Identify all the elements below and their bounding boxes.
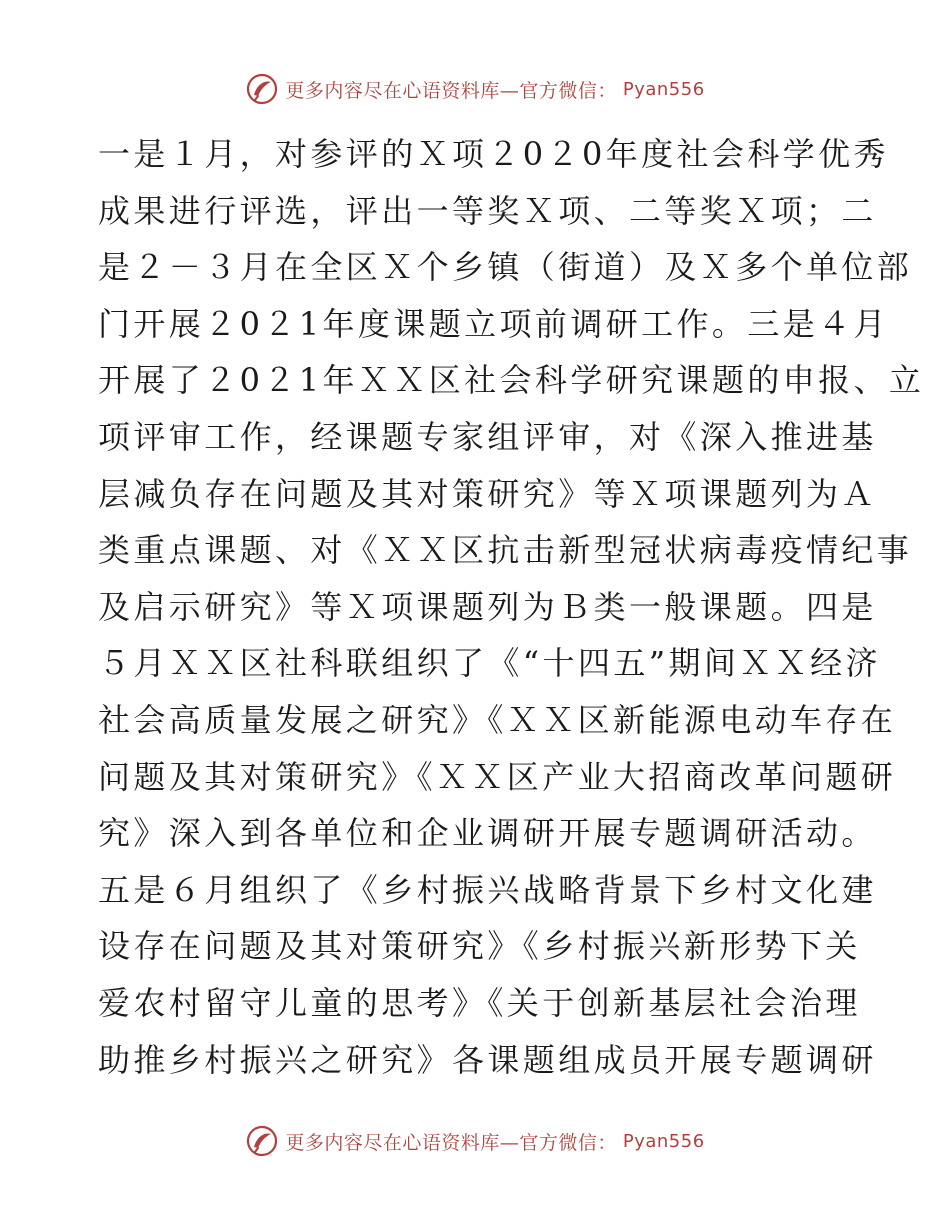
body-line: 究》深入到各单位和企业调研开展专题调研活动。 <box>98 814 877 853</box>
body-line: 成果进行评选，评出一等奖Ｘ项、二等奖Ｘ项；二 <box>98 191 877 230</box>
footer-wechat-id: Pyan556 <box>622 1130 705 1152</box>
body-line: 助推乡村振兴之研究》各课题组成员开展专题调研 <box>98 1040 877 1079</box>
footer-banner <box>0 1124 950 1158</box>
body-line: 开展了２0２1年ＸＸ区社会科学研究课题的申报、立 <box>98 361 925 400</box>
body-line: 类重点课题、对《ＸＸ区抗击新型冠状病毒疫情纪事 <box>98 531 913 570</box>
body-line: 爱农村留守儿童的思考》《关于创新基层社会治理 <box>98 983 861 1022</box>
body-line: 层减负存在问题及其对策研究》等Ｘ项课题列为Ａ <box>98 474 877 513</box>
header-wechat-id: Pyan556 <box>622 78 705 100</box>
brand-logo-icon <box>245 1124 279 1158</box>
body-line: 一是１月，对参评的Ｘ项２0２0年度社会科学优秀 <box>98 135 889 173</box>
body-line: 项评审工作，经课题专家组评审，对《深入推进基 <box>98 417 877 456</box>
footer-banner-text: 更多内容尽在心语资料库—官方微信： <box>285 1131 617 1154</box>
brand-logo-icon <box>245 72 279 106</box>
body-line: 设存在问题及其对策研究》《乡村振兴新形势下关 <box>98 927 861 966</box>
body-line: 社会高质量发展之研究》《ＸＸ区新能源电动车存在 <box>98 700 897 739</box>
body-line: 五是６月组织了《乡村振兴战略背景下乡村文化建 <box>98 870 877 909</box>
body-line: 门开展２0２1年度课题立项前调研工作。三是４月 <box>98 304 889 343</box>
document-body <box>98 126 925 1088</box>
body-line: ５月ＸＸ区社科联组织了《“十四五”期间ＸＸ经济 <box>98 644 881 683</box>
body-line: 问题及其对策研究》《ＸＸ区产业大招商改革问题研 <box>98 757 897 796</box>
body-line: 是２－３月在全区Ｘ个乡镇（街道）及Ｘ多个单位部 <box>98 248 913 287</box>
header-banner-text: 更多内容尽在心语资料库—官方微信： <box>285 79 617 102</box>
body-line: 及启示研究》等Ｘ项课题列为Ｂ类一般课题。四是 <box>98 587 877 626</box>
header-banner <box>0 72 950 106</box>
